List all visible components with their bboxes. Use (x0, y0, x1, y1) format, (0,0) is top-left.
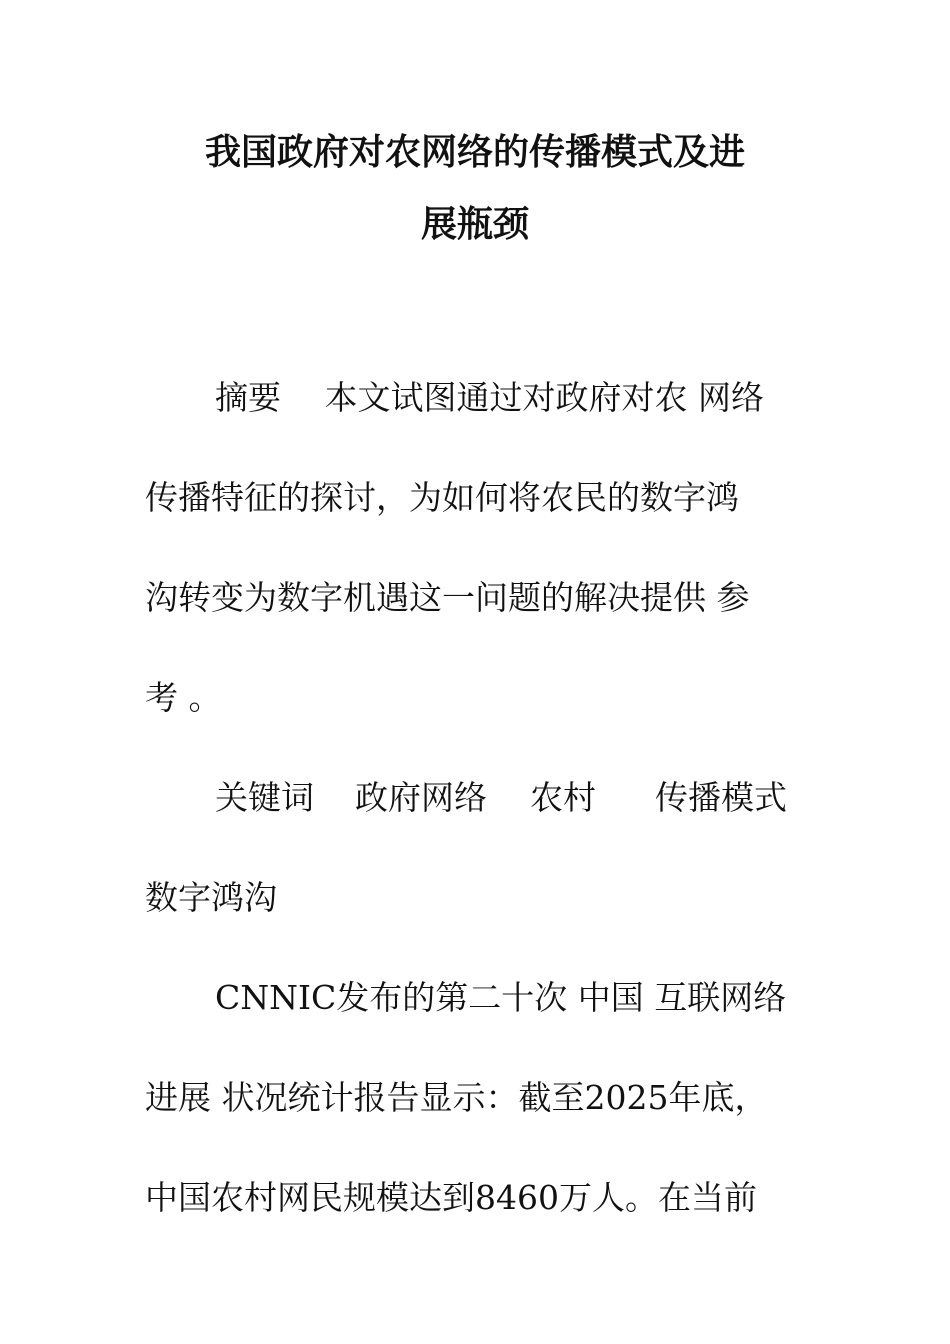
body-line-1: CNNIC发布的第二十次 中国 互联网络 (215, 978, 787, 1017)
keyword-item: 农村 (530, 778, 596, 817)
abstract-line-3: 沟转变为数字机遇这一问题的解决提供 参 (145, 578, 750, 617)
keyword-item: 传播模式 (655, 778, 787, 817)
keywords-label: 关键词 (215, 778, 314, 817)
body-line-2: 进展 状况统计报告显示：截至2025年底， (145, 1078, 768, 1117)
abstract-line-1: 摘要 本文试图通过对政府对农 网络 (215, 378, 764, 417)
keyword-item: 政府网络 (355, 778, 487, 817)
document-title-line-1: 我国政府对农网络的传播模式及进 (204, 132, 745, 173)
abstract-line-4: 考 。 (145, 678, 222, 717)
abstract-line-2: 传播特征的探讨，为如何将农民的数字鸿 (145, 478, 739, 517)
document-title-line-2: 展瓶颈 (420, 204, 529, 245)
keyword-item: 数字鸿沟 (145, 878, 277, 917)
body-line-3: 中国农村网民规模达到8460万人。在当前 (145, 1178, 757, 1217)
